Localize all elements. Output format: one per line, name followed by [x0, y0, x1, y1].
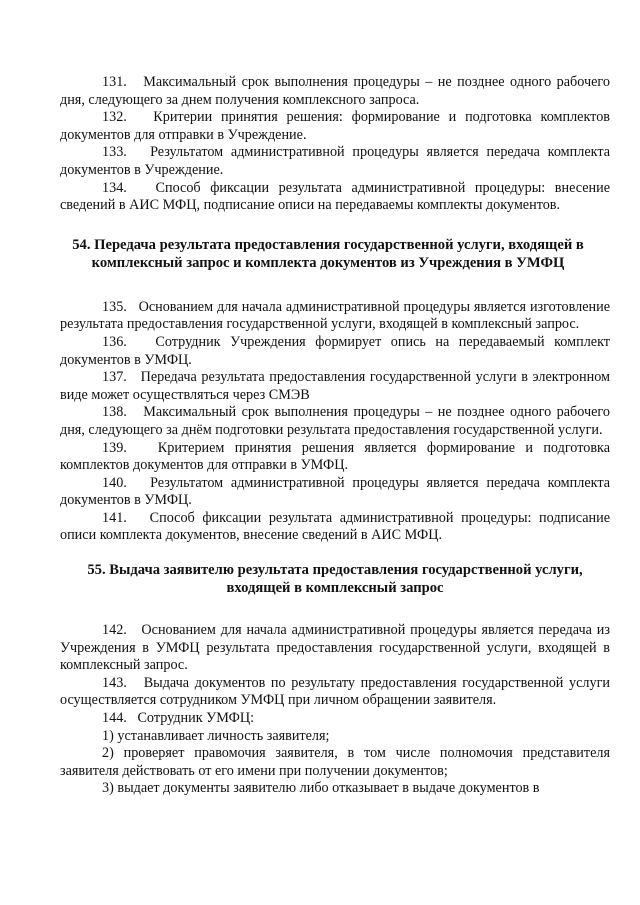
paragraph-139: 139. Критерием принятия решения является формирование и подготовка комплектов документов для отправки в УМФЦ. [60, 439, 610, 474]
paragraph-136: 136. Сотрудник Учреждения формирует опись на передаваемый комплект документов в УМФЦ. [60, 333, 610, 368]
paragraph-144: 144. Сотрудник УМФЦ: [102, 710, 255, 727]
list-item-3: 3) выдает документы заявителю либо отказывает в выдаче документов в [102, 780, 540, 797]
paragraph-134: 134. Способ фиксации результата административной процедуры: внесение сведений в АИС МФЦ, подписание описи на передаваемы комплекты документов. [60, 179, 610, 214]
paragraph-137: 137. Передача результата предоставления государственной услуги в электронном виде может осуществляться через СМЭВ [60, 369, 610, 403]
section-heading-55: 55. Выдача заявителю результата предоставления государственной услуги, входящей в комплексный запрос [87, 562, 583, 597]
paragraph-143: 143. Выдача документов по результату предоставления государственной услуги осуществляется сотрудником УМФЦ при личном обращении заявителя. [60, 674, 610, 709]
list-item-1: 1) устанавливает личность заявителя; [102, 727, 330, 744]
paragraph-140: 140. Результатом административной процедуры является передача комплекта документов в УМФЦ. [60, 474, 610, 509]
section-54-body [60, 299, 610, 545]
document-page [60, 74, 610, 798]
paragraph-142: 142. Основанием для начала административной процедуры является передача из Учреждения в УМФЦ результата предоставления государственной услуги, входящей в комплексный запрос. [60, 622, 610, 674]
paragraph-138: 138. Максимальный срок выполнения процедуры – не позднее одного рабочего дня, следующего за днём подготовки результата предоставления государственной услуги. [60, 404, 610, 438]
paragraph-141: 141. Способ фиксации результата административной процедуры: подписание описи комплекта документов, внесение сведений в АИС МФЦ. [60, 509, 610, 544]
section-heading-54: 54. Передача результата предоставления государственной услуги, входящей в комплексный запрос и комплекта документов из Учреждения в УМФЦ [72, 236, 584, 271]
paragraph-133: 133. Результатом административной процедуры является передача комплекта документов в Учреждение. [60, 144, 610, 178]
paragraph-132: 132. Критерии принятия решения: формирование и подготовка комплектов документов для отправки в Учреждение. [60, 109, 610, 143]
paragraph-135: 135. Основанием для начала административной процедуры является изготовление результата предоставления государственной услуги, входящей в комплексный запрос. [60, 298, 610, 333]
paragraph-131: 131. Максимальный срок выполнения процедуры – не позднее одного рабочего дня, следующего за днем получения комплексного запроса. [60, 74, 610, 108]
list-item-2: 2) проверяет правомочия заявителя, в том числе полномочия представителя заявителя действовать от его имени при получении документов; [60, 745, 610, 779]
section-55-body [60, 622, 610, 798]
